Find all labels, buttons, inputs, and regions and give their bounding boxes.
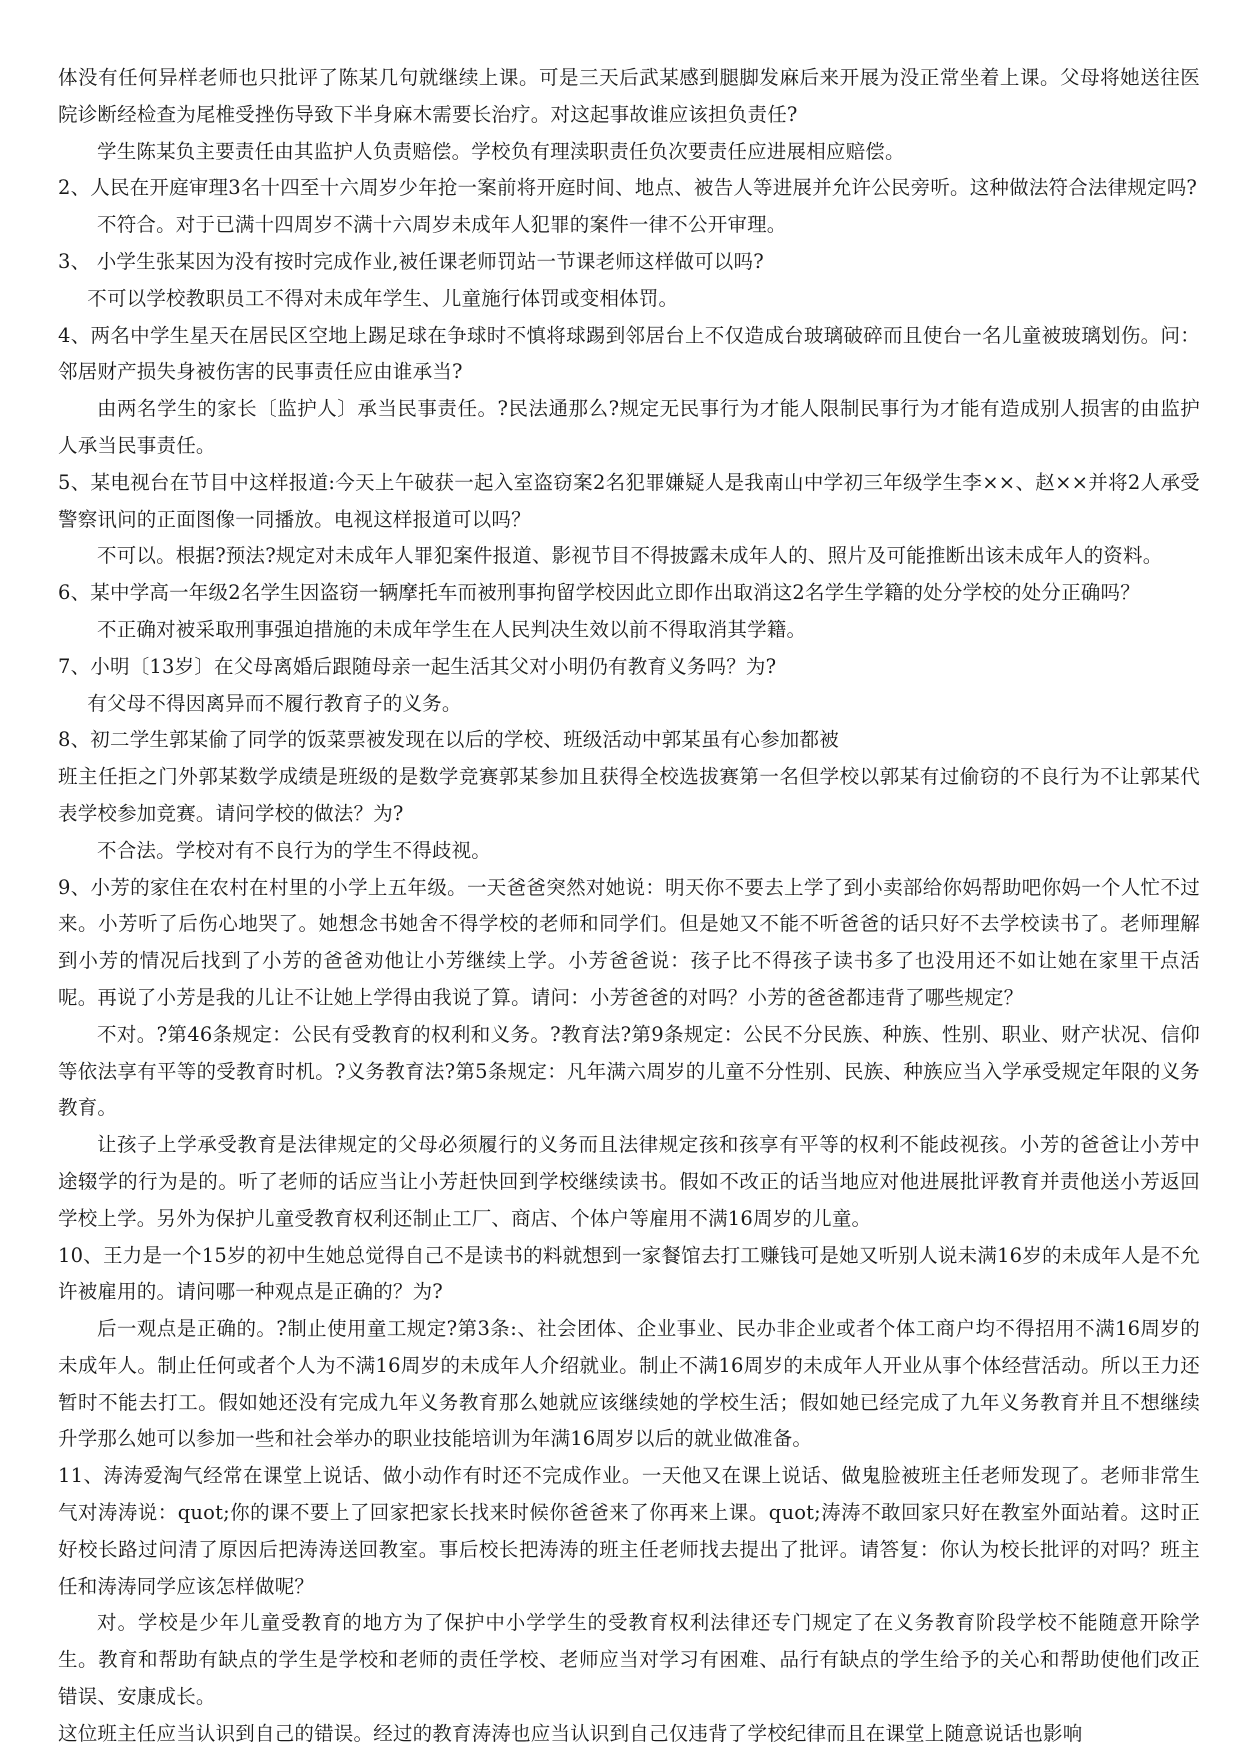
answer-paragraph: 不可以学校教职员工不得对未成年学生、儿童施行体罚或变相体罚。: [87, 286, 679, 310]
answer-paragraph: 不可以。根据?预法?规定对未成年人罪犯案件报道、影视节目不得披露未成年人的、照片及可能推断出该未成年人的资料。: [97, 544, 1163, 568]
answer-paragraph: 让孩子上学承受教育是法律规定的父母必须履行的义务而且法律规定孩和孩享有平等的权利不能歧视孩。小芳的爸爸让小芳中途辍学的行为是的。听了老师的话应当让小芳赶快回到学校继续读书。假如不改正的话当地应对他进展批评教育并责他送小芳返回学校上学。另外为保护儿童受教育权利还制止工厂、商店、个体户等雇用不满16周岁的儿童。: [58, 1133, 1200, 1230]
document-page: [58, 60, 1200, 1753]
question-3: 3、 小学生张某因为没有按时完成作业,被任课老师罚站一节课老师这样做可以吗?: [58, 249, 764, 273]
answer-paragraph: 不符合。对于已满十四周岁不满十六周岁未成年人犯罪的案件一律不公开审理。: [97, 213, 787, 237]
answer-paragraph: 由两名学生的家长〔监护人〕承当民事责任。?民法通那么?规定无民事行为才能人限制民事行为才能有造成别人损害的由监护人承当民事责任。: [58, 397, 1200, 457]
answer-paragraph: 不对。?第46条规定：公民有受教育的权利和义务。?教育法?第9条规定：公民不分民族、种族、性别、职业、财产状况、信仰等依法享有平等的受教育时机。?义务教育法?第5条规定：凡年满六周岁的儿童不分性别、民族、种族应当入学承受规定年限的义务教育。: [58, 1022, 1200, 1120]
answer-paragraph: 学生陈某负主要责任由其监护人负责赔偿。学校负有理渎职责任负次要责任应进展相应赔偿。: [97, 139, 905, 163]
answer-paragraph: 不合法。学校对有不良行为的学生不得歧视。: [97, 838, 492, 862]
question-8: 8、初二学生郭某偷了同学的饭菜票被发现在以后的学校、班级活动中郭某虽有心参加都被: [58, 728, 839, 752]
question-6: 6、某中学高一年级2名学生因盗窃一辆摩托车而被刑事拘留学校因此立即作出取消这2名学生学籍的处分学校的处分正确吗？: [58, 581, 1140, 605]
answer-paragraph: 对。学校是少年儿童受教育的地方为了保护中小学学生的受教育权利法律还专门规定了在义务教育阶段学校不能随意开除学生。教育和帮助有缺点的学生是学校和老师的责任学校、老师应当对学习有困难、品行有缺点的学生给予的关心和帮助使他们改正错误、安康成长。: [58, 1611, 1200, 1709]
question-10: 10、王力是一个15岁的初中生她总觉得自己不是读书的料就想到一家餐馆去打工赚钱可是她又听别人说未满16岁的未成年人是不允许被雇用的。请问哪一种观点是正确的？为?: [58, 1243, 1200, 1304]
answer-paragraph: 有父母不得因离异而不履行教育子的义务。: [87, 691, 462, 715]
question-8-continued: 班主任拒之门外郭某数学成绩是班级的是数学竞赛郭某参加且获得全校选拔赛第一名但学校以郭某有过偷窃的不良行为不让郭某代表学校参加竞赛。请问学校的做法？为?: [58, 765, 1200, 825]
question-11: 11、涛涛爱淘气经常在课堂上说话、做小动作有时还不完成作业。一天他又在课上说话、做鬼脸被班主任老师发现了。老师非常生气对涛涛说：quot;你的课不要上了回家把家长找来时候你爸爸来了你再来上课。quot;涛涛不敢回家只好在教室外面站着。这时正好校长路过问清了原因后把涛涛送回教室。事后校长把涛涛的班主任老师找去提出了批评。请答复：你认为校长批评的对吗？班主任和涛涛同学应该怎样做呢？: [58, 1464, 1200, 1598]
paragraph: 体没有任何异样老师也只批评了陈某几句就继续上课。可是三天后武某感到腿脚发麻后来开展为没正常坐着上课。父母将她送往医院诊断经检查为尾椎受挫伤导致下半身麻木需要长治疗。对这起事故谁应该担负责任?: [58, 66, 1200, 126]
question-4: 4、两名中学生星天在居民区空地上踢足球在争球时不慎将球踢到邻居台上不仅造成台玻璃破碎而且使台一名儿童被玻璃划伤。问：邻居财产损失身被伤害的民事责任应由谁承当?: [58, 323, 1200, 384]
question-5: 5、某电视台在节目中这样报道:今天上午破获一起入室盗窃案2名犯罪嫌疑人是我南山中学初三年级学生李××、赵××并将2人承受警察讯问的正面图像一同播放。电视这样报道可以吗？: [58, 470, 1200, 531]
answer-paragraph: 这位班主任应当认识到自己的错误。经过的教育涛涛也应当认识到自己仅违背了学校纪律而且在课堂上随意说话也影响: [58, 1721, 1083, 1745]
question-7: 7、小明〔13岁〕在父母离婚后跟随母亲一起生活其父对小明仍有教育义务吗？为?: [58, 654, 777, 678]
question-2: 2、人民在开庭审理3名十四至十六周岁少年抢一案前将开庭时间、地点、被告人等进展并允许公民旁听。这种做法符合法律规定吗?: [58, 176, 1198, 200]
answer-paragraph: 后一观点是正确的。?制止使用童工规定?第3条:、社会团体、企业事业、民办非企业或者个体工商户均不得招用不满16周岁的未成年人。制止任何或者个人为不满16周岁的未成年人介绍就业。制止不满16周岁的未成年人开业从事个体经营活动。所以王力还暂时不能去打工。假如她还没有完成九年义务教育那么她就应该继续她的学校生活；假如她已经完成了九年义务教育并且不想继续升学那么她可以参加一些和社会举办的职业技能培训为年满16周岁以后的就业做准备。: [58, 1317, 1200, 1451]
answer-paragraph: 不正确对被采取刑事强迫措施的未成年学生在人民判决生效以前不得取消其学籍。: [97, 617, 807, 641]
question-9: 9、小芳的家住在农村在村里的小学上五年级。一天爸爸突然对她说：明天你不要去上学了到小卖部给你妈帮助吧你妈一个人忙不过来。小芳听了后伤心地哭了。她想念书她舍不得学校的老师和同学们。但是她又不能不听爸爸的话只好不去学校读书了。老师理解到小芳的情况后找到了小芳的爸爸劝他让小芳继续上学。小芳爸爸说：孩子比不得孩子读书多了也没用还不如让她在家里干点活呢。再说了小芳是我的儿让不让她上学得由我说了算。请问：小芳爸爸的对吗？小芳的爸爸都违背了哪些规定？: [58, 875, 1200, 1009]
